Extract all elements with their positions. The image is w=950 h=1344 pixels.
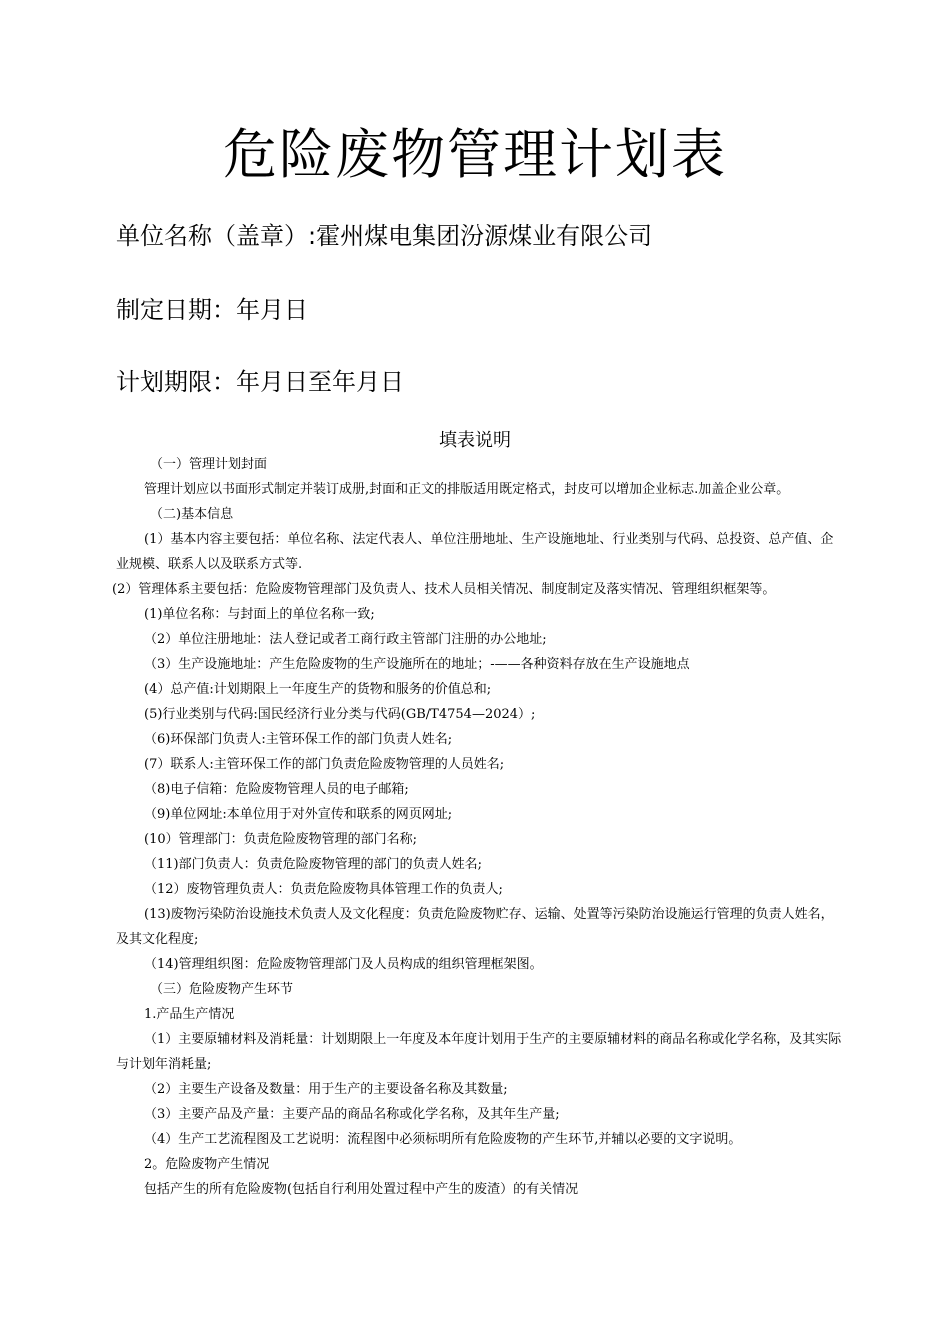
paragraph: 管理计划应以书面形式制定并装订成册,封面和正文的排版适用既定格式，封皮可以增加企业标志.加盖企业公章。: [144, 482, 790, 497]
paragraph: （11)部门负责人：负责危险废物管理的部门的负责人姓名;: [144, 857, 482, 872]
paragraph: (5)行业类别与代码:国民经济行业分类与代码(GB/T4754—2024）;: [144, 707, 536, 722]
paragraph: （3）生产设施地址：产生危险废物的生产设施所在的地址；-——各种资料存放在生产设施地点: [144, 657, 690, 672]
paragraph: (1)单位名称：与封面上的单位名称一致;: [144, 607, 375, 622]
paragraph: （6)环保部门负责人:主管环保工作的部门负责人姓名;: [144, 732, 453, 747]
paragraph: (7）联系人:主管环保工作的部门负责危险废物管理的人员姓名;: [144, 757, 505, 772]
paragraph: (10）管理部门：负责危险废物管理的部门名称;: [144, 832, 417, 847]
period-line: 计划期限：年月日至年月日: [116, 368, 404, 396]
paragraph: (4）总产值:计划期限上一年度生产的货物和服务的价值总和;: [144, 682, 492, 697]
paragraph: （二)基本信息: [150, 507, 234, 522]
paragraph: （14)管理组织图：危险废物管理部门及人员构成的组织管理框架图。: [144, 957, 543, 972]
paragraph: (1）基本内容主要包括：单位名称、法定代表人、单位注册地址、生产设施地址、行业类别与代码、总投资、总产值、企业规模、联系人以及联系方式等.: [116, 532, 834, 572]
instructions-body: [112, 452, 842, 1202]
paragraph: （9)单位网址:本单位用于对外宣传和联系的网页网址;: [144, 807, 453, 822]
paragraph: 包括产生的所有危险废物(包括自行利用处置过程中产生的废渣）的有关情况: [144, 1182, 579, 1197]
section-title: 填表说明: [439, 430, 511, 451]
paragraph: （一）管理计划封面: [150, 457, 268, 472]
paragraph: （4）生产工艺流程图及工艺说明：流程图中必须标明所有危险废物的产生环节,并辅以必要的文字说明。: [144, 1132, 742, 1147]
date-line: 制定日期：年月日: [116, 296, 308, 324]
paragraph: （1）主要原辅材料及消耗量：计划期限上一年度及本年度计划用于生产的主要原辅材料的商品名称或化学名称，及其实际与计划年消耗量;: [116, 1032, 842, 1072]
paragraph: 1.产品生产情况: [144, 1007, 235, 1022]
paragraph: （三）危险废物产生环节: [150, 982, 294, 997]
unit-name-line: 单位名称（盖章）:霍州煤电集团汾源煤业有限公司: [116, 222, 653, 250]
paragraph: （3）主要产品及产量：主要产品的商品名称或化学名称，及其年生产量;: [144, 1107, 560, 1122]
paragraph: (2）管理体系主要包括：危险废物管理部门及负责人、技术人员相关情况、制度制定及落实情况、管理组织框架等。: [112, 582, 776, 597]
paragraph: （2）主要生产设备及数量：用于生产的主要设备名称及其数量;: [144, 1082, 508, 1097]
paragraph: （12）废物管理负责人：负责危险废物具体管理工作的负责人;: [144, 882, 503, 897]
paragraph: （8)电子信箱：危险废物管理人员的电子邮箱;: [144, 782, 409, 797]
document-title: 危险废物管理计划表: [223, 123, 727, 186]
paragraph: (13)废物污染防治设施技术负责人及文化程度：负责危险废物贮存、运输、处置等污染防治设施运行管理的负责人姓名，及其文化程度;: [116, 907, 834, 947]
paragraph: （2）单位注册地址：法人登记或者工商行政主管部门注册的办公地址;: [144, 632, 547, 647]
paragraph: 2。危险废物产生情况: [144, 1157, 270, 1172]
